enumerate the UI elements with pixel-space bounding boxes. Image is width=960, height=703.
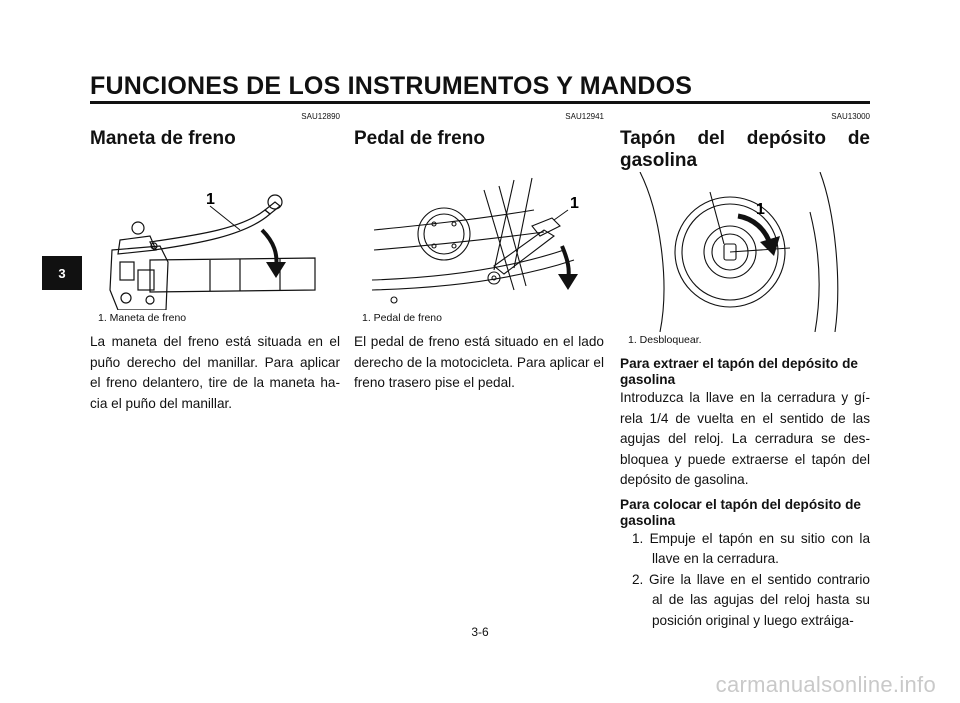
chapter-tab: 3	[42, 256, 82, 290]
figure-caption: 1. Maneta de freno	[98, 312, 187, 324]
section-title: Pedal de freno	[354, 128, 485, 149]
watermark: carmanualsonline.info	[715, 672, 936, 697]
section-body: El pedal de freno está situado en el lado derecho de la motocicleta. Para aplicar el freno trasero pise el pedal.	[354, 334, 604, 390]
figure-caption: 1. Desbloquear.	[628, 334, 702, 346]
section-body: La maneta del freno está situada en el puño derecho del manillar. Para aplicar el freno delantero, tire de la maneta ha-cia el puño del manillar.	[90, 334, 340, 411]
remove-cap-heading: Para extraer el tapón del depósito de gasolina	[620, 356, 858, 387]
section-fuel-tank-cap	[620, 112, 870, 631]
header-rule	[90, 101, 870, 104]
section-title: Tapón del depósito de gasolina	[620, 128, 870, 171]
section-brake-pedal	[354, 112, 604, 394]
install-step: 1. Empuje el tapón en su sitio con la llave en la cerradura.	[632, 530, 870, 566]
brake-pedal-drawing	[354, 150, 604, 310]
section-brake-lever	[90, 112, 340, 414]
remove-cap-body: Introduzca la llave en la cerradura y gí-rela 1/4 de vuelta en el sentido de las agujas del reloj. La cerradura se des-bloquea y puede extraerse el tapón del depósito de gasolina.	[620, 390, 870, 487]
section-code: SAU12890	[301, 112, 340, 121]
brake-lever-drawing	[90, 150, 340, 310]
section-title: Maneta de freno	[90, 128, 236, 149]
figure-caption: 1. Pedal de freno	[362, 312, 442, 324]
section-code: SAU13000	[831, 112, 870, 121]
fuel-cap-callout: 1	[756, 201, 765, 218]
brake-lever-callout: 1	[206, 191, 215, 208]
section-code: SAU12941	[565, 112, 604, 121]
brake-pedal-callout: 1	[570, 195, 579, 212]
install-cap-heading: Para colocar el tapón del depósito de gasolina	[620, 496, 861, 528]
page-header-title: FUNCIONES DE LOS INSTRUMENTOS Y MANDOS	[90, 72, 693, 100]
brake-lever-illustration	[90, 150, 340, 310]
install-step: 2. Gire la llave en el sentido contrario al de las agujas del reloj hasta su posición original y luego extráiga-	[632, 571, 870, 628]
brake-pedal-illustration	[354, 150, 604, 310]
fuel-cap-drawing	[620, 172, 870, 332]
install-cap-steps	[620, 529, 870, 632]
fuel-cap-illustration	[620, 172, 870, 332]
page-number: 3-6	[471, 625, 489, 639]
